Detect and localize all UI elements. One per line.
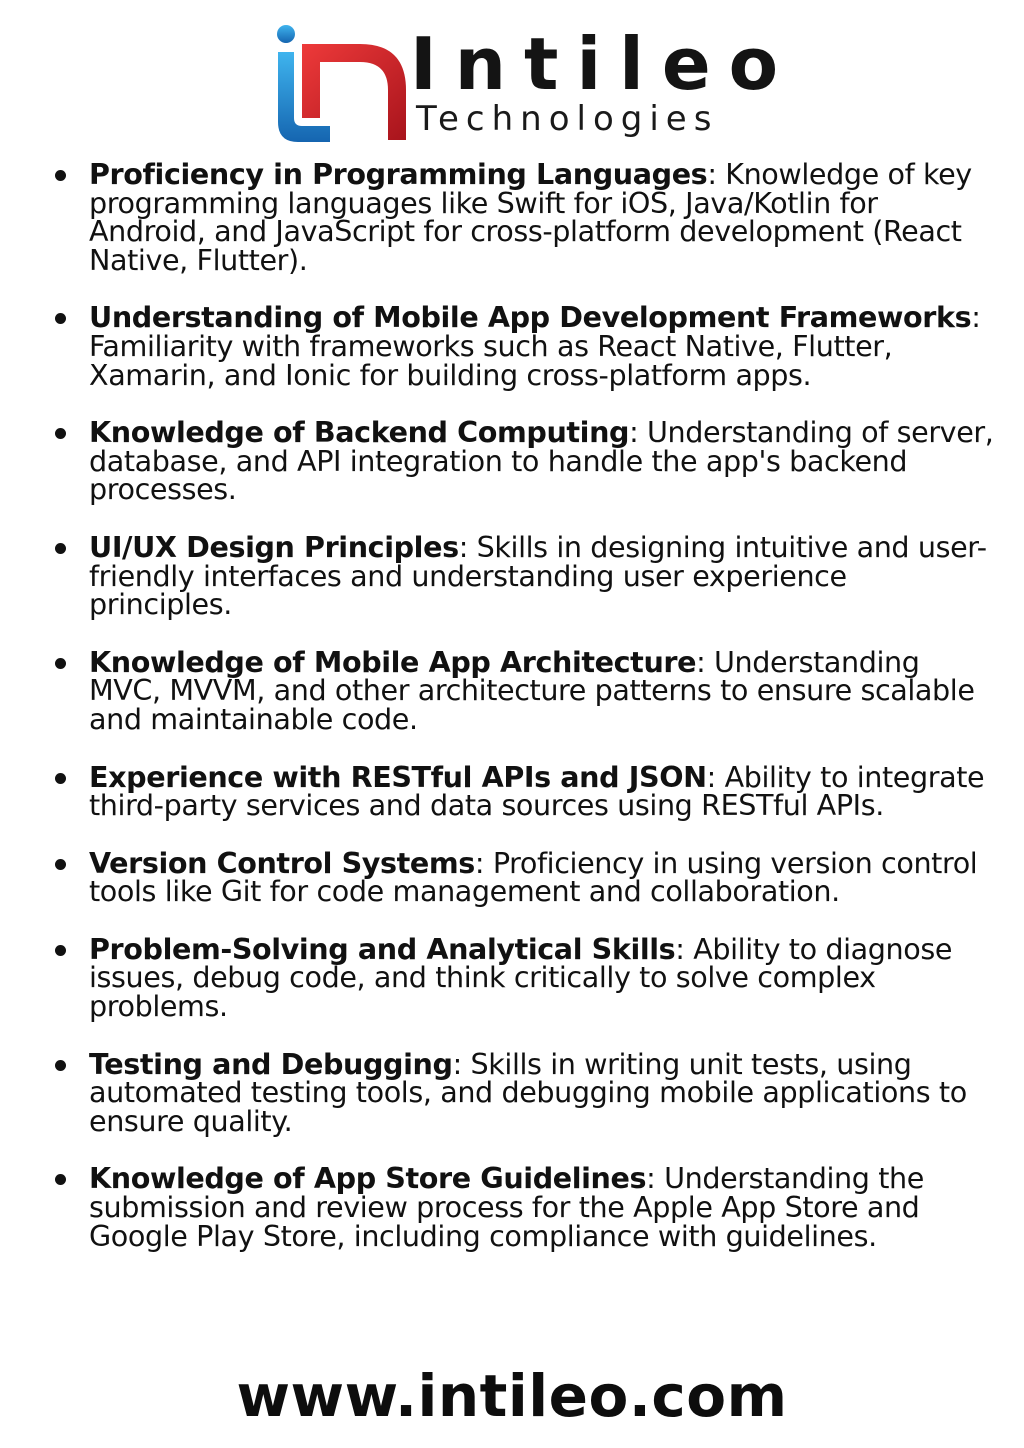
bullet-icon [55, 945, 66, 956]
skill-title: Testing and Debugging [89, 1046, 453, 1081]
brand-name: Intileo [410, 22, 797, 106]
skill-description: : Familiarity with frameworks such as React Native, Flutter, Xamarin, and Ionic for building cross-platform apps. [89, 300, 981, 392]
skill-title: Knowledge of App Store Guidelines [89, 1161, 647, 1196]
skill-item [0, 644, 1024, 736]
website-url: www.intileo.com [236, 1362, 788, 1430]
bullet-icon [55, 313, 66, 324]
skill-title: Knowledge of Mobile App Architecture [89, 644, 697, 679]
skill-item [0, 1046, 1024, 1138]
intileo-logo-icon [268, 22, 418, 142]
bullet-icon [55, 543, 66, 554]
bullet-icon [55, 658, 66, 669]
skill-title: Experience with RESTful APIs and JSON [89, 759, 707, 794]
skill-title: Understanding of Mobile App Development Frameworks [89, 300, 972, 335]
brand-subtitle: Technologies [416, 99, 719, 139]
skill-item [0, 1161, 1024, 1253]
skill-description: : Skills in designing intuitive and user-friendly interfaces and understanding user experience principles. [89, 529, 987, 622]
skill-description: : Proficiency in using version control tools like Git for code management and collaboration. [89, 845, 978, 909]
skill-description: : Skills in writing unit tests, using automated testing tools, and debugging mobile applications to ensure quality. [89, 1046, 967, 1138]
skill-description: : Understanding the submission and review process for the Apple App Store and Google Play Store, including compliance with guidelines. [89, 1161, 924, 1253]
skill-item [0, 157, 1024, 277]
skill-item [0, 845, 1024, 909]
logo-dot [277, 25, 295, 43]
skill-description: : Understanding of server, database, and API integration to handle the app's backend processes. [89, 415, 994, 507]
skill-description: : Ability to integrate third-party services and data sources using RESTful APIs. [89, 759, 985, 823]
bullet-icon [55, 428, 66, 439]
bullet-icon [55, 773, 66, 784]
skill-item [0, 931, 1024, 1024]
bullet-icon [55, 1174, 66, 1185]
skill-item [0, 415, 1024, 507]
skill-item [0, 529, 1024, 622]
page-header [0, 14, 1024, 144]
bullet-icon [55, 1060, 66, 1071]
skill-item [0, 759, 1024, 823]
logo-red-stroke [302, 44, 406, 140]
skill-description: : Understanding MVC, MVVM, and other architecture patterns to ensure scalable and maintainable code. [89, 644, 975, 736]
bullet-icon [55, 859, 66, 870]
skill-title: Proficiency in Programming Languages [89, 157, 708, 191]
skill-item [0, 300, 1024, 392]
bullet-icon [55, 170, 66, 181]
skills-list [0, 157, 1024, 1279]
skill-title: UI/UX Design Principles [89, 529, 459, 564]
skill-title: Knowledge of Backend Computing [89, 415, 630, 450]
skill-title: Version Control Systems [89, 845, 475, 880]
skill-description: : Ability to diagnose issues, debug code, and think critically to solve complex problems. [89, 931, 953, 1024]
skill-description: : Knowledge of key programming languages like Swift for iOS, Java/Kotlin for Android, and JavaScript for cross-platform development (React Native, Flutter). [89, 157, 972, 277]
skill-title: Problem-Solving and Analytical Skills [89, 931, 676, 966]
